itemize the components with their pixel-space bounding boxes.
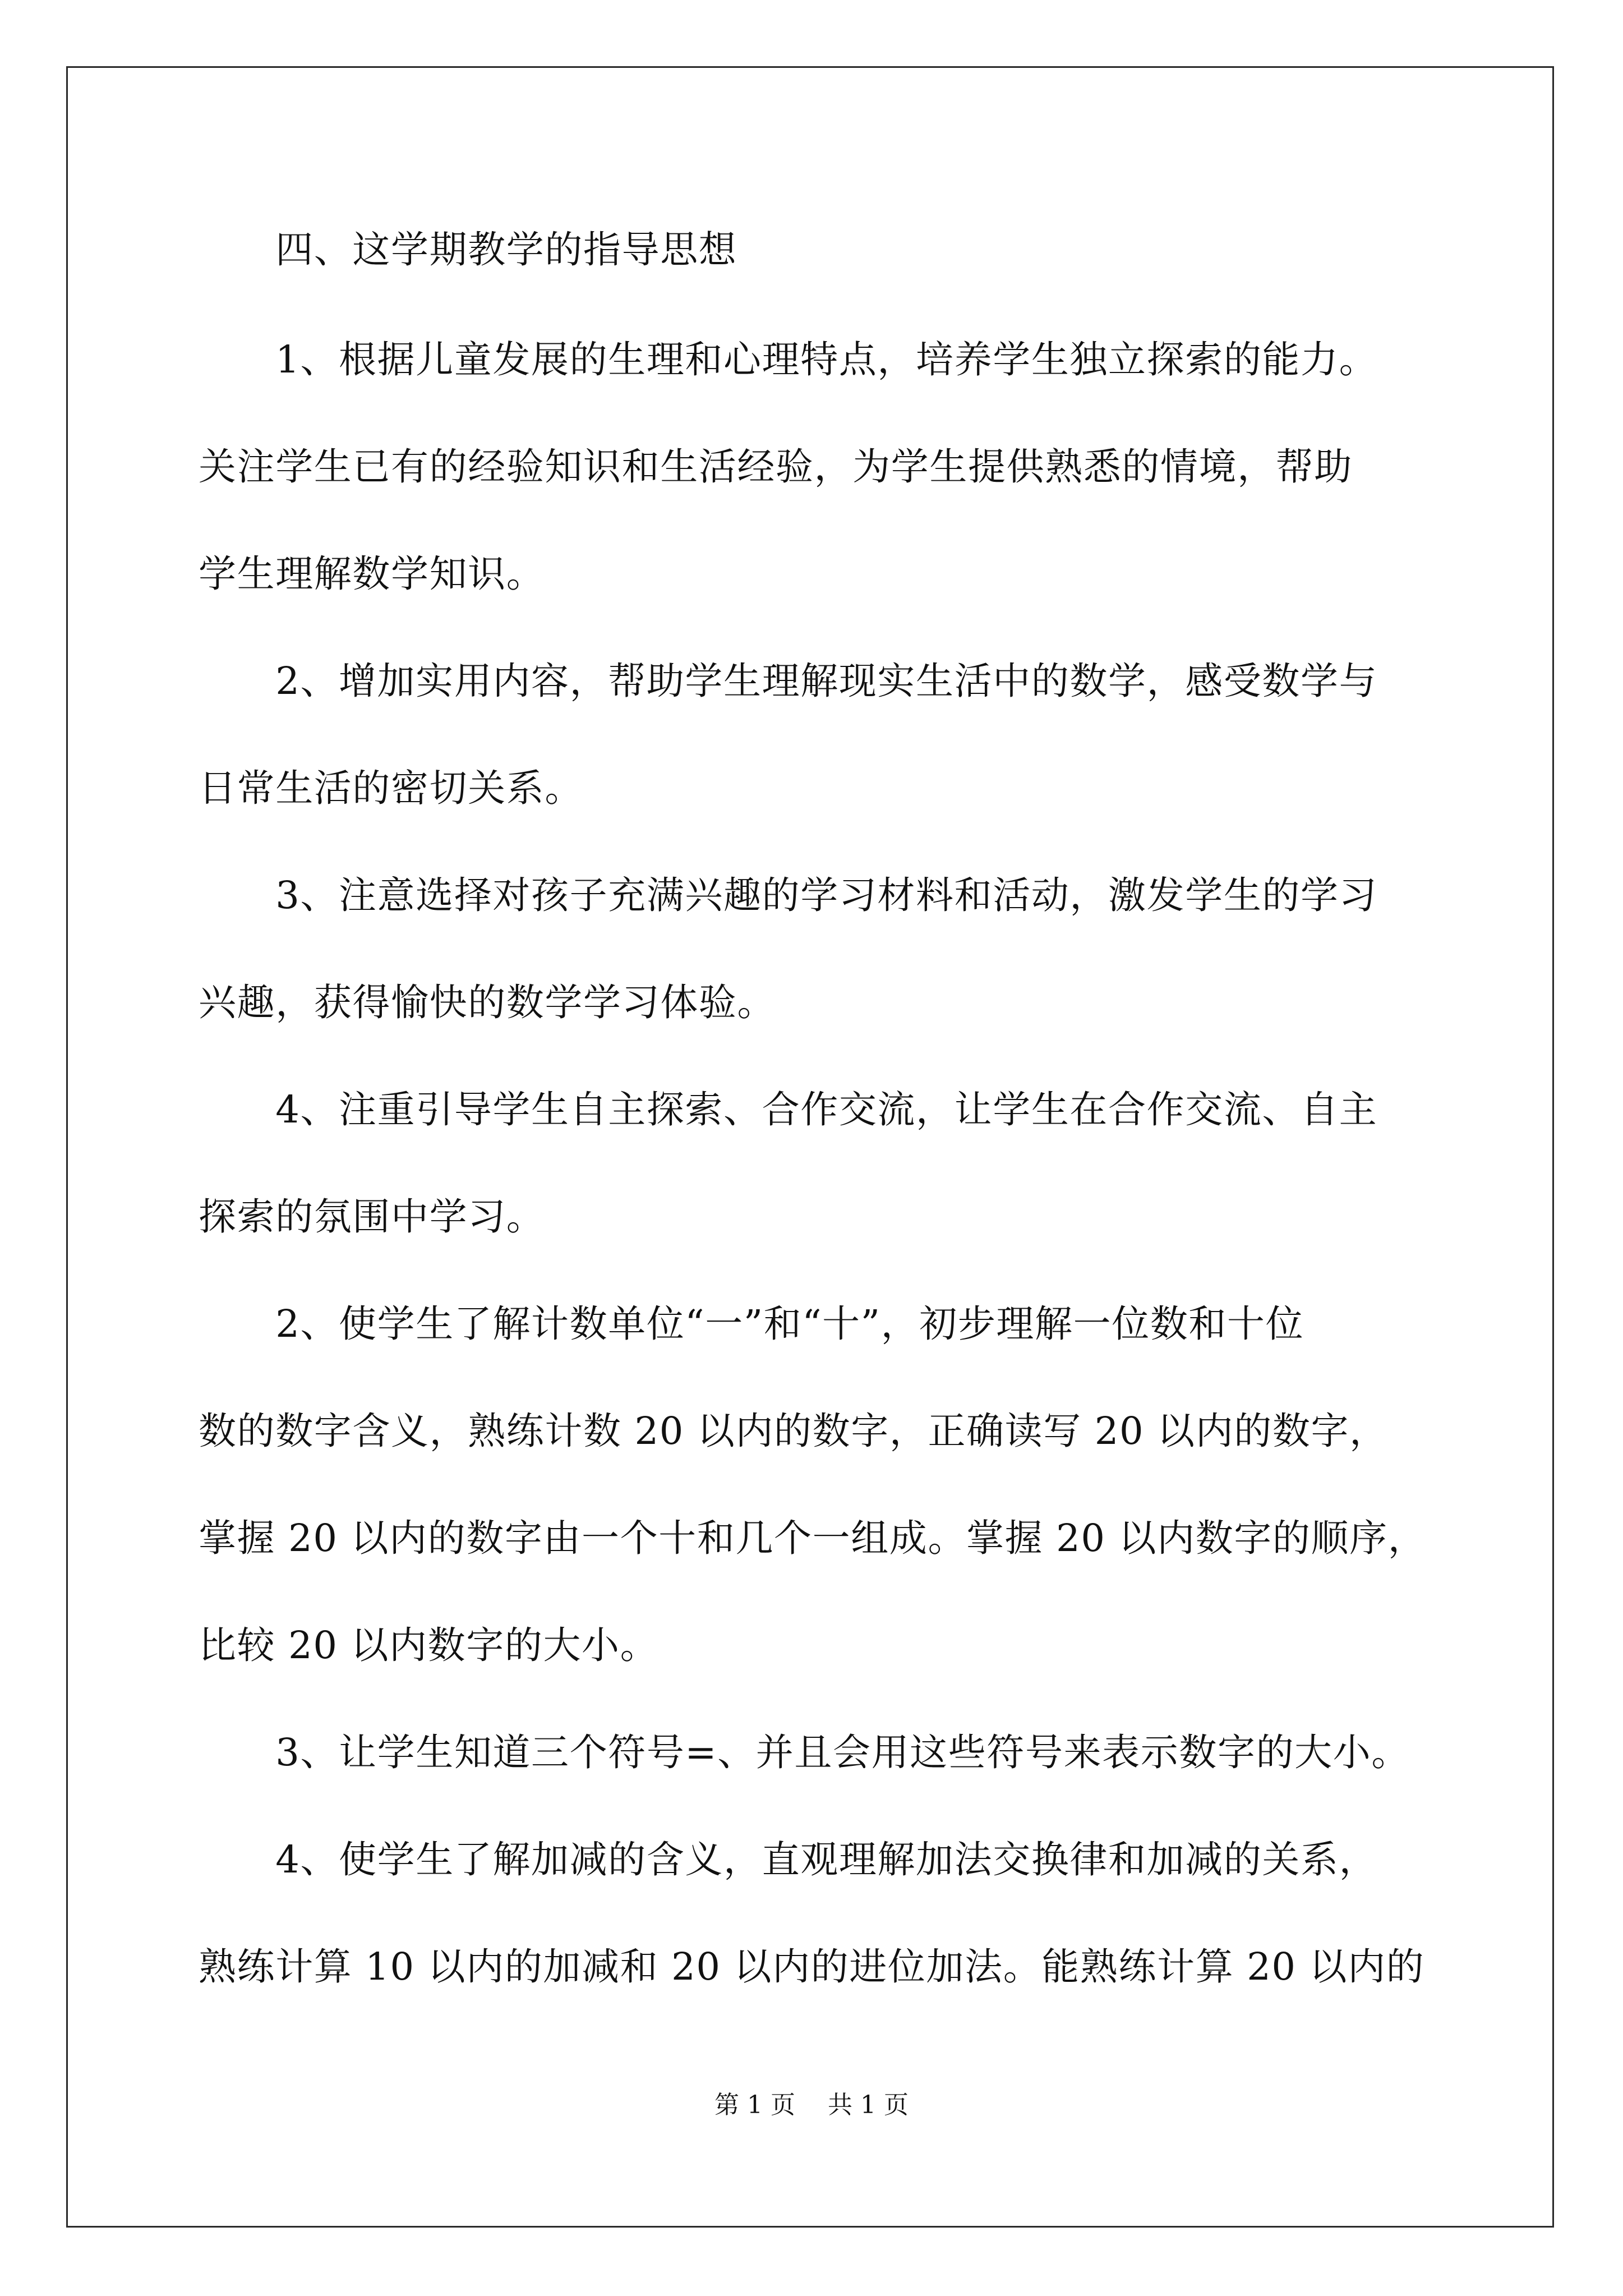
paragraph-line: 3、注意选择对孩子充满兴趣的学习材料和活动，激发学生的学习 xyxy=(199,873,1378,917)
page-footer: 第 1 页 共 1 页 xyxy=(714,2091,909,2119)
paragraph-line: 4、注重引导学生自主探索、合作交流，让学生在合作交流、自主 xyxy=(199,1088,1378,1131)
paragraph-line: 学生理解数学知识。 xyxy=(199,552,545,596)
paragraph-line: 日常生活的密切关系。 xyxy=(199,766,583,810)
paragraph-line: 数的数字含义，熟练计数 20 以内的数字，正确读写 20 以内的数字， xyxy=(199,1409,1388,1453)
paragraph-line: 熟练计算 10 以内的加减和 20 以内的进位加法。能熟练计算 20 以内的 xyxy=(199,1945,1425,1989)
paragraph-line: 比较 20 以内数字的大小。 xyxy=(199,1623,659,1667)
paragraph-line: 兴趣，获得愉快的数学学习体验。 xyxy=(199,981,776,1024)
paragraph-line: 2、使学生了解计数单位“一”和“十”，初步理解一位数和十位 xyxy=(199,1302,1304,1346)
paragraph-line: 探索的氛围中学习。 xyxy=(199,1195,545,1239)
section-heading: 四、这学期教学的指导思想 xyxy=(199,228,737,272)
page-frame xyxy=(66,66,1554,2228)
paragraph-line: 关注学生已有的经验知识和生活经验，为学生提供熟悉的情境，帮助 xyxy=(199,445,1353,489)
paragraph-line: 2、增加实用内容，帮助学生理解现实生活中的数学，感受数学与 xyxy=(199,659,1378,703)
paragraph-line: 掌握 20 以内的数字由一个十和几个一组成。掌握 20 以内数字的顺序， xyxy=(199,1516,1427,1560)
paragraph-line: 1、根据儿童发展的生理和心理特点，培养学生独立探索的能力。 xyxy=(199,338,1378,381)
paragraph-line: 4、使学生了解加减的含义，直观理解加法交换律和加减的关系， xyxy=(199,1838,1378,1881)
paragraph-line: 3、让学生知道三个符号=、并且会用这些符号来表示数字的大小。 xyxy=(199,1731,1410,1774)
